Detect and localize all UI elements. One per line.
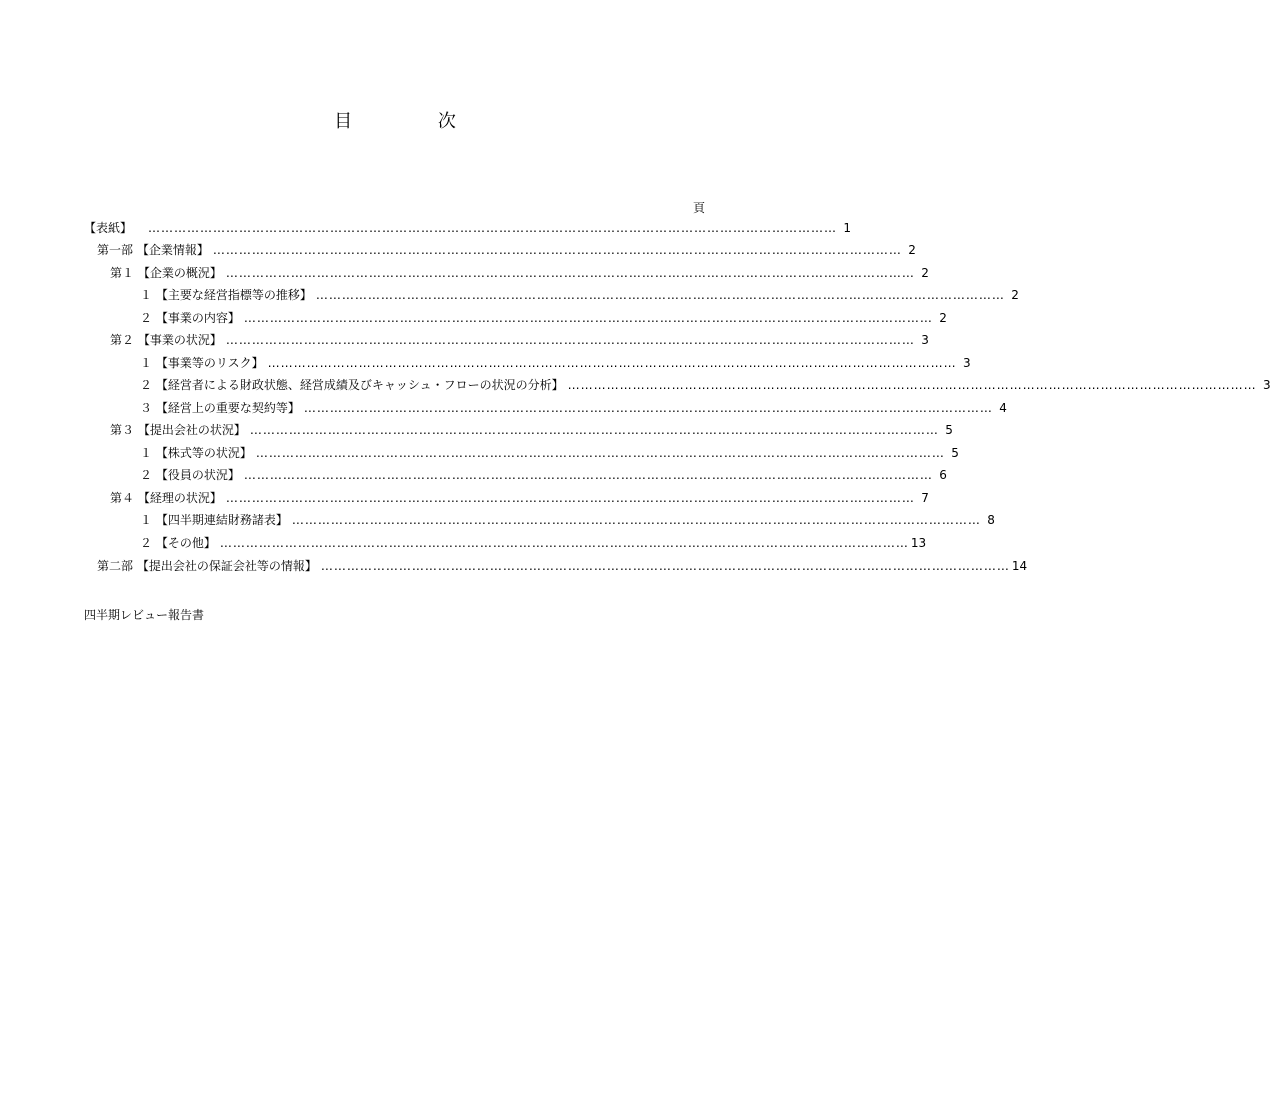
- toc-entry[interactable]: [140, 399, 1007, 421]
- toc-leader-dots: ……………………………………………………………………………………………………………………………………………: [255, 446, 945, 460]
- title-char-2: 次: [437, 111, 456, 132]
- toc-entry-page: 3: [1262, 378, 1271, 392]
- toc-entry[interactable]: [97, 241, 916, 263]
- toc-entry[interactable]: [140, 511, 995, 533]
- toc-leader-dots: ……………………………………………………………………………………………………………………………………………: [249, 423, 939, 437]
- toc-entry-page: 1: [843, 221, 852, 235]
- toc-entry-page: 2: [1011, 288, 1019, 302]
- toc-leader-dots: ……………………………………………………………………………………………………………………………………………: [291, 513, 981, 527]
- toc-leader-dots: ……………………………………………………………………………………………………………………………………………: [267, 356, 957, 370]
- toc-entry-page: 5: [951, 446, 959, 460]
- toc-leader-dots: ……………………………………………………………………………………………………………………………………………: [567, 378, 1257, 392]
- toc-entry-label: １ 【株式等の状況】: [140, 446, 252, 460]
- toc-entry-page: 6: [939, 468, 947, 482]
- page-title: [0, 107, 790, 133]
- title-char-1: 目: [334, 111, 353, 132]
- toc-entry-page: 13: [910, 536, 927, 550]
- toc-entry[interactable]: [140, 354, 971, 376]
- toc-entry-page: 5: [945, 423, 953, 437]
- toc-entry-page: 8: [987, 513, 995, 527]
- toc-entry-page: 2: [939, 311, 947, 325]
- toc-leader-dots: ……………………………………………………………………………………………………………………………………………: [225, 333, 915, 347]
- toc-entry-label: 第一部 【企業情報】: [97, 243, 209, 257]
- toc-entry-label: 第４ 【経理の状況】: [110, 491, 222, 505]
- toc-entry-page: 2: [908, 243, 916, 257]
- toc-entry-page: 3: [962, 356, 971, 370]
- toc-leader-dots: ……………………………………………………………………………………………………………………………………………: [219, 536, 909, 550]
- toc-entry[interactable]: [140, 286, 1019, 308]
- toc-entry[interactable]: [97, 557, 1028, 579]
- toc-entry[interactable]: [110, 264, 929, 286]
- toc-entry-page: 4: [999, 401, 1007, 415]
- toc-leader-dots: ……………………………………………………………………………………………………………………………………………: [315, 288, 1005, 302]
- toc-leader-dots: ……………………………………………………………………………………………………………………………………………: [148, 221, 838, 235]
- toc-leader-dots: ……………………………………………………………………………………………………………………………………………: [243, 468, 933, 482]
- review-report-title: 四半期レビュー報告書: [84, 608, 205, 622]
- toc-leader-dots: ……………………………………………………………………………………………………………………………………………: [225, 266, 915, 280]
- toc-entry-page: 3: [921, 333, 929, 347]
- toc-entry-page: 7: [921, 491, 929, 505]
- toc-entry[interactable]: [140, 309, 947, 331]
- toc-entry-label: １ 【四半期連結財務諸表】: [140, 513, 288, 527]
- toc-leader-dots: ……………………………………………………………………………………………………………………………………………: [212, 243, 902, 257]
- toc-entry-label: ２ 【経営者による財政状態、経営成績及びキャッシュ・フローの状況の分析】: [140, 378, 564, 392]
- toc-entry-label: ２ 【事業の内容】: [140, 311, 240, 325]
- toc-leader-dots: ……………………………………………………………………………………………………………………………………………: [243, 311, 933, 325]
- toc-leader-dots: ……………………………………………………………………………………………………………………………………………: [320, 559, 1010, 573]
- toc-entry-label: ２ 【その他】: [140, 536, 216, 550]
- toc-entry-label: １ 【事業等のリスク】: [140, 356, 264, 370]
- toc-entry-label: １ 【主要な経営指標等の推移】: [140, 288, 312, 302]
- toc-entry[interactable]: [110, 331, 929, 353]
- toc-entry[interactable]: [140, 376, 1271, 398]
- toc-entry[interactable]: [140, 534, 927, 556]
- page-column-header: 頁: [693, 201, 706, 215]
- toc-entry-label: 第１ 【企業の概況】: [110, 266, 222, 280]
- toc-leader-dots: ……………………………………………………………………………………………………………………………………………: [303, 401, 993, 415]
- toc-entry[interactable]: [110, 489, 929, 511]
- toc-entry-label: ３ 【経営上の重要な契約等】: [140, 401, 300, 415]
- toc-entry-label: 第２ 【事業の状況】: [110, 333, 222, 347]
- toc-entry-page: 2: [921, 266, 929, 280]
- toc-entry-label: 第二部 【提出会社の保証会社等の情報】: [97, 559, 317, 573]
- toc-entry-label: ２ 【役員の状況】: [140, 468, 240, 482]
- toc-entry[interactable]: [140, 466, 947, 488]
- toc-entry-page: 14: [1011, 559, 1028, 573]
- toc-entry[interactable]: [140, 444, 959, 466]
- toc-entry-label: 第３ 【提出会社の状況】: [110, 423, 246, 437]
- toc-leader-dots: ……………………………………………………………………………………………………………………………………………: [225, 491, 915, 505]
- toc-entry[interactable]: [110, 421, 953, 443]
- toc-entry-label: 【表紙】: [84, 221, 133, 235]
- toc-entry[interactable]: [84, 219, 852, 241]
